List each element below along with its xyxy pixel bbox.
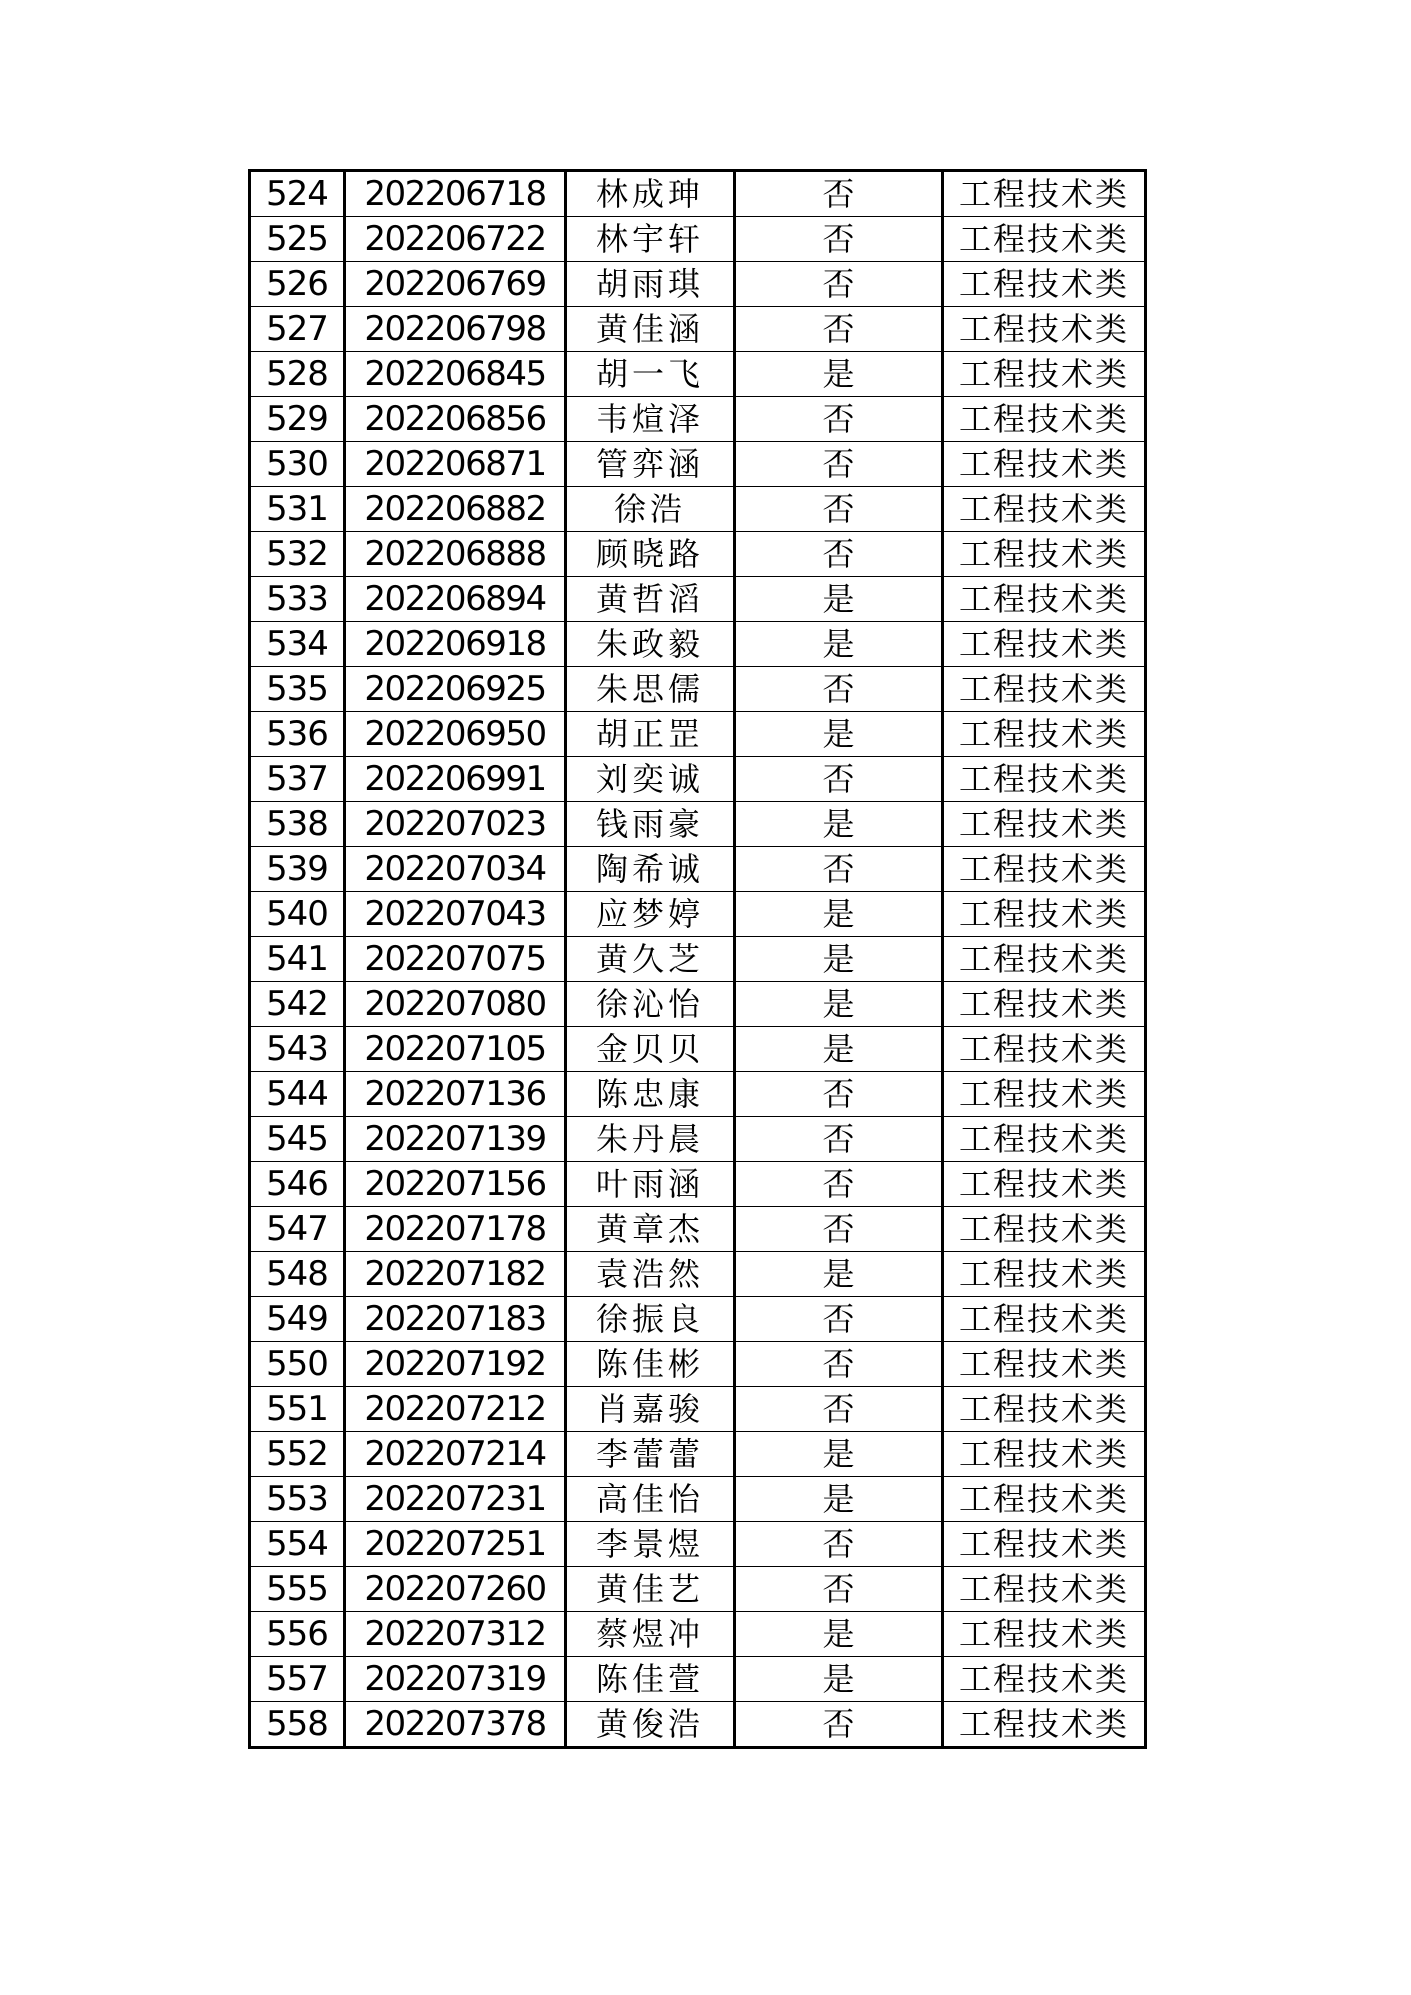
student-name-cell: 黄哲滔 (566, 577, 735, 622)
table-row (250, 1252, 1146, 1297)
student-name-cell: 朱丹晨 (566, 1117, 735, 1162)
row-number-cell: 558 (250, 1702, 345, 1748)
student-id-cell: 202206882 (345, 487, 566, 532)
table-row (250, 802, 1146, 847)
yes-no-cell: 否 (735, 1072, 943, 1117)
category-cell: 工程技术类 (943, 397, 1146, 442)
category-cell: 工程技术类 (943, 217, 1146, 262)
student-name-cell: 蔡煜冲 (566, 1612, 735, 1657)
yes-no-cell: 否 (735, 171, 943, 217)
student-id-cell: 202207231 (345, 1477, 566, 1522)
student-name-cell: 黄佳涵 (566, 307, 735, 352)
table-row (250, 1387, 1146, 1432)
yes-no-cell: 否 (735, 307, 943, 352)
table-row (250, 1432, 1146, 1477)
category-cell: 工程技术类 (943, 262, 1146, 307)
yes-no-cell: 否 (735, 1702, 943, 1748)
table-row (250, 1702, 1146, 1748)
student-id-cell: 202207178 (345, 1207, 566, 1252)
student-name-cell: 黄俊浩 (566, 1702, 735, 1748)
category-cell: 工程技术类 (943, 1567, 1146, 1612)
yes-no-cell: 否 (735, 1567, 943, 1612)
table-row (250, 217, 1146, 262)
category-cell: 工程技术类 (943, 487, 1146, 532)
category-cell: 工程技术类 (943, 171, 1146, 217)
category-cell: 工程技术类 (943, 982, 1146, 1027)
table-row (250, 1657, 1146, 1702)
student-id-cell: 202207312 (345, 1612, 566, 1657)
student-id-cell: 202206722 (345, 217, 566, 262)
row-number-cell: 541 (250, 937, 345, 982)
student-id-cell: 202207260 (345, 1567, 566, 1612)
row-number-cell: 532 (250, 532, 345, 577)
yes-no-cell: 否 (735, 1162, 943, 1207)
yes-no-cell: 否 (735, 1387, 943, 1432)
table-row (250, 1612, 1146, 1657)
yes-no-cell: 否 (735, 757, 943, 802)
student-id-cell: 202207139 (345, 1117, 566, 1162)
row-number-cell: 525 (250, 217, 345, 262)
student-id-cell: 202207023 (345, 802, 566, 847)
student-name-cell: 黄章杰 (566, 1207, 735, 1252)
yes-no-cell: 否 (735, 397, 943, 442)
yes-no-cell: 是 (735, 1252, 943, 1297)
category-cell: 工程技术类 (943, 1162, 1146, 1207)
yes-no-cell: 否 (735, 1522, 943, 1567)
category-cell: 工程技术类 (943, 1432, 1146, 1477)
row-number-cell: 539 (250, 847, 345, 892)
table-row (250, 352, 1146, 397)
yes-no-cell: 否 (735, 1117, 943, 1162)
student-id-cell: 202207183 (345, 1297, 566, 1342)
student-id-cell: 202207075 (345, 937, 566, 982)
student-name-cell: 钱雨豪 (566, 802, 735, 847)
table-row (250, 982, 1146, 1027)
table-row (250, 1522, 1146, 1567)
student-id-cell: 202206888 (345, 532, 566, 577)
student-id-cell: 202207192 (345, 1342, 566, 1387)
student-id-cell: 202206871 (345, 442, 566, 487)
row-number-cell: 544 (250, 1072, 345, 1117)
category-cell: 工程技术类 (943, 847, 1146, 892)
table-row (250, 1027, 1146, 1072)
student-list-table (248, 169, 1147, 1749)
yes-no-cell: 否 (735, 1297, 943, 1342)
yes-no-cell: 否 (735, 667, 943, 712)
category-cell: 工程技术类 (943, 1072, 1146, 1117)
table-row (250, 577, 1146, 622)
category-cell: 工程技术类 (943, 577, 1146, 622)
student-id-cell: 202206991 (345, 757, 566, 802)
yes-no-cell: 是 (735, 1477, 943, 1522)
row-number-cell: 550 (250, 1342, 345, 1387)
student-name-cell: 高佳怡 (566, 1477, 735, 1522)
category-cell: 工程技术类 (943, 1297, 1146, 1342)
category-cell: 工程技术类 (943, 1252, 1146, 1297)
student-name-cell: 陶希诚 (566, 847, 735, 892)
table-row (250, 712, 1146, 757)
student-name-cell: 黄佳艺 (566, 1567, 735, 1612)
table-row (250, 1207, 1146, 1252)
category-cell: 工程技术类 (943, 1522, 1146, 1567)
table-row (250, 937, 1146, 982)
category-cell: 工程技术类 (943, 1477, 1146, 1522)
category-cell: 工程技术类 (943, 892, 1146, 937)
student-name-cell: 胡正罡 (566, 712, 735, 757)
student-id-cell: 202207043 (345, 892, 566, 937)
table-body (250, 171, 1146, 1748)
student-name-cell: 管弈涵 (566, 442, 735, 487)
table-row (250, 1072, 1146, 1117)
student-id-cell: 202206856 (345, 397, 566, 442)
student-id-cell: 202207182 (345, 1252, 566, 1297)
category-cell: 工程技术类 (943, 1207, 1146, 1252)
student-id-cell: 202207378 (345, 1702, 566, 1748)
row-number-cell: 548 (250, 1252, 345, 1297)
category-cell: 工程技术类 (943, 667, 1146, 712)
table-row (250, 262, 1146, 307)
student-id-cell: 202207319 (345, 1657, 566, 1702)
category-cell: 工程技术类 (943, 1387, 1146, 1432)
student-name-cell: 刘奕诚 (566, 757, 735, 802)
student-name-cell: 应梦婷 (566, 892, 735, 937)
row-number-cell: 549 (250, 1297, 345, 1342)
row-number-cell: 552 (250, 1432, 345, 1477)
student-id-cell: 202206918 (345, 622, 566, 667)
category-cell: 工程技术类 (943, 1027, 1146, 1072)
category-cell: 工程技术类 (943, 1702, 1146, 1748)
student-name-cell: 陈佳彬 (566, 1342, 735, 1387)
table-row (250, 1117, 1146, 1162)
student-name-cell: 徐浩 (566, 487, 735, 532)
student-name-cell: 胡一飞 (566, 352, 735, 397)
student-name-cell: 金贝贝 (566, 1027, 735, 1072)
table-row (250, 532, 1146, 577)
table-row (250, 622, 1146, 667)
student-id-cell: 202207080 (345, 982, 566, 1027)
yes-no-cell: 否 (735, 1207, 943, 1252)
student-name-cell: 林成珅 (566, 171, 735, 217)
row-number-cell: 543 (250, 1027, 345, 1072)
yes-no-cell: 是 (735, 712, 943, 757)
yes-no-cell: 否 (735, 532, 943, 577)
student-id-cell: 202206925 (345, 667, 566, 712)
student-id-cell: 202207214 (345, 1432, 566, 1477)
student-id-cell: 202206769 (345, 262, 566, 307)
row-number-cell: 554 (250, 1522, 345, 1567)
row-number-cell: 538 (250, 802, 345, 847)
yes-no-cell: 是 (735, 802, 943, 847)
student-name-cell: 徐沁怡 (566, 982, 735, 1027)
table-row (250, 667, 1146, 712)
student-id-cell: 202207136 (345, 1072, 566, 1117)
student-id-cell: 202206894 (345, 577, 566, 622)
row-number-cell: 526 (250, 262, 345, 307)
table-row (250, 847, 1146, 892)
table-row (250, 1162, 1146, 1207)
category-cell: 工程技术类 (943, 757, 1146, 802)
row-number-cell: 527 (250, 307, 345, 352)
table-row (250, 1297, 1146, 1342)
yes-no-cell: 否 (735, 487, 943, 532)
row-number-cell: 540 (250, 892, 345, 937)
table-row (250, 397, 1146, 442)
student-name-cell: 李蕾蕾 (566, 1432, 735, 1477)
table-row (250, 1477, 1146, 1522)
category-cell: 工程技术类 (943, 307, 1146, 352)
row-number-cell: 537 (250, 757, 345, 802)
student-name-cell: 朱思儒 (566, 667, 735, 712)
yes-no-cell: 否 (735, 442, 943, 487)
student-name-cell: 朱政毅 (566, 622, 735, 667)
category-cell: 工程技术类 (943, 442, 1146, 487)
table-row (250, 1567, 1146, 1612)
student-id-cell: 202207251 (345, 1522, 566, 1567)
table-row (250, 892, 1146, 937)
row-number-cell: 536 (250, 712, 345, 757)
yes-no-cell: 否 (735, 1342, 943, 1387)
row-number-cell: 530 (250, 442, 345, 487)
student-id-cell: 202206718 (345, 171, 566, 217)
yes-no-cell: 是 (735, 982, 943, 1027)
student-id-cell: 202206950 (345, 712, 566, 757)
student-name-cell: 肖嘉骏 (566, 1387, 735, 1432)
student-id-cell: 202207156 (345, 1162, 566, 1207)
student-name-cell: 陈忠康 (566, 1072, 735, 1117)
yes-no-cell: 是 (735, 577, 943, 622)
yes-no-cell: 是 (735, 1612, 943, 1657)
row-number-cell: 531 (250, 487, 345, 532)
yes-no-cell: 是 (735, 622, 943, 667)
student-id-cell: 202206798 (345, 307, 566, 352)
student-name-cell: 叶雨涵 (566, 1162, 735, 1207)
yes-no-cell: 是 (735, 937, 943, 982)
student-name-cell: 李景煜 (566, 1522, 735, 1567)
yes-no-cell: 是 (735, 892, 943, 937)
table-row (250, 487, 1146, 532)
row-number-cell: 553 (250, 1477, 345, 1522)
student-name-cell: 黄久芝 (566, 937, 735, 982)
row-number-cell: 556 (250, 1612, 345, 1657)
student-name-cell: 徐振良 (566, 1297, 735, 1342)
student-id-cell: 202207212 (345, 1387, 566, 1432)
yes-no-cell: 是 (735, 1657, 943, 1702)
yes-no-cell: 是 (735, 1027, 943, 1072)
row-number-cell: 555 (250, 1567, 345, 1612)
student-name-cell: 袁浩然 (566, 1252, 735, 1297)
student-id-cell: 202207105 (345, 1027, 566, 1072)
table-row (250, 757, 1146, 802)
row-number-cell: 545 (250, 1117, 345, 1162)
category-cell: 工程技术类 (943, 622, 1146, 667)
student-id-cell: 202206845 (345, 352, 566, 397)
category-cell: 工程技术类 (943, 1612, 1146, 1657)
yes-no-cell: 是 (735, 1432, 943, 1477)
row-number-cell: 535 (250, 667, 345, 712)
category-cell: 工程技术类 (943, 352, 1146, 397)
student-name-cell: 胡雨琪 (566, 262, 735, 307)
row-number-cell: 547 (250, 1207, 345, 1252)
yes-no-cell: 否 (735, 847, 943, 892)
student-name-cell: 林宇轩 (566, 217, 735, 262)
category-cell: 工程技术类 (943, 937, 1146, 982)
category-cell: 工程技术类 (943, 532, 1146, 577)
student-name-cell: 陈佳萱 (566, 1657, 735, 1702)
category-cell: 工程技术类 (943, 802, 1146, 847)
row-number-cell: 546 (250, 1162, 345, 1207)
row-number-cell: 534 (250, 622, 345, 667)
row-number-cell: 557 (250, 1657, 345, 1702)
category-cell: 工程技术类 (943, 1117, 1146, 1162)
row-number-cell: 551 (250, 1387, 345, 1432)
row-number-cell: 533 (250, 577, 345, 622)
category-cell: 工程技术类 (943, 1342, 1146, 1387)
yes-no-cell: 否 (735, 217, 943, 262)
row-number-cell: 529 (250, 397, 345, 442)
table-row (250, 307, 1146, 352)
table-row (250, 1342, 1146, 1387)
table-row (250, 442, 1146, 487)
category-cell: 工程技术类 (943, 1657, 1146, 1702)
table-row (250, 171, 1146, 217)
row-number-cell: 524 (250, 171, 345, 217)
yes-no-cell: 是 (735, 352, 943, 397)
category-cell: 工程技术类 (943, 712, 1146, 757)
student-id-cell: 202207034 (345, 847, 566, 892)
student-name-cell: 顾晓路 (566, 532, 735, 577)
row-number-cell: 528 (250, 352, 345, 397)
student-name-cell: 韦煊泽 (566, 397, 735, 442)
row-number-cell: 542 (250, 982, 345, 1027)
yes-no-cell: 否 (735, 262, 943, 307)
